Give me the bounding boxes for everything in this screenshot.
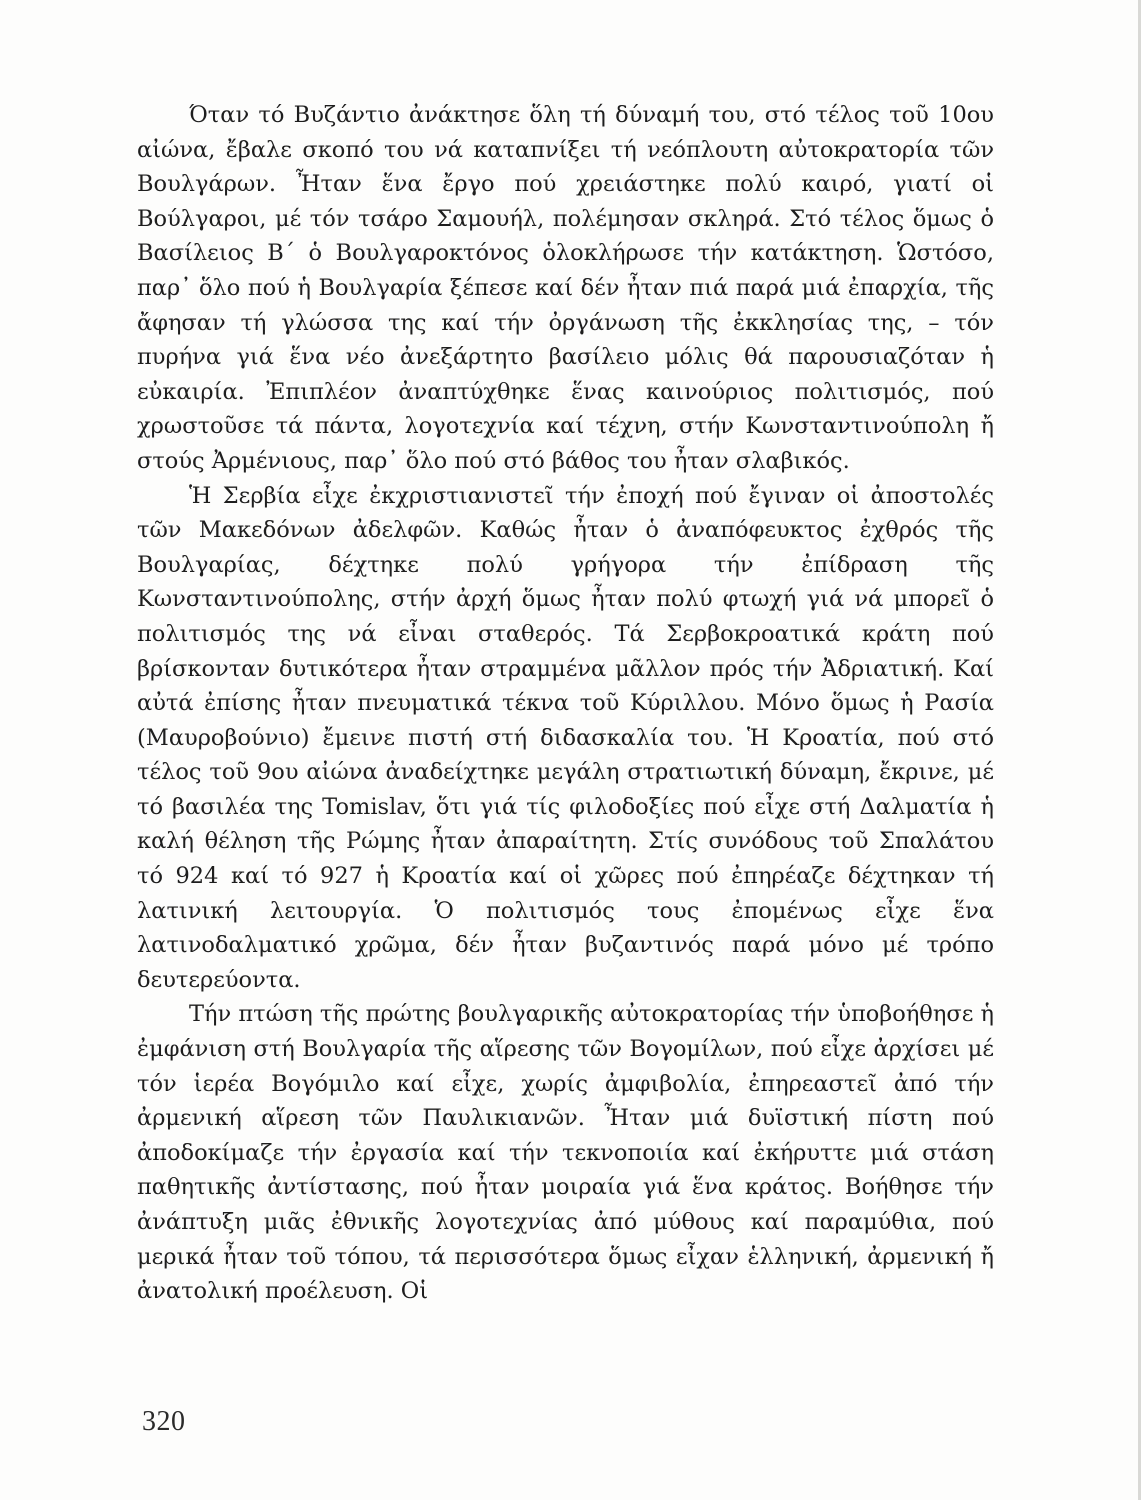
- page-number: 320: [142, 1406, 186, 1437]
- paragraph-serbia-croatia: Ἡ Σερβία εἶχε ἐκχριστιανιστεῖ τήν ἐποχή πού ἔγιναν οἱ ἀποστολές τῶν Μακεδόνων ἀδελφῶν. Καθώς ἦταν ὁ ἀναπόφευκτος ἐχθρός τῆς Βουλγαρίας, δέχτηκε πολύ γρήγορα τήν ἐπίδραση τῆς Κωνσταντινούπολης, στήν ἀρχή ὅμως ἦταν πολύ φτωχή γιά νά μπορεῖ ὁ πολιτισμός της νά εἶναι σταθερός. Τά Σερβοκροατικά κράτη πού βρίσκονταν δυτικότερα ἦταν στραμμένα μᾶλλον πρός τήν Ἀδριατική. Καί αὐτά ἐπίσης ἦταν πνευματικά τέκνα τοῦ Κύριλλου. Μόνο ὅμως ἡ Ρασία (Μαυροβούνιο) ἔμεινε πιστή στή διδασκαλία του. Ἡ Κροατία, πού στό τέλος τοῦ 9ου αἰώνα ἀναδείχτηκε μεγάλη στρατιωτική δύναμη, ἔκρινε, μέ τό βασιλέα της Tomislav, ὅτι γιά τίς φιλοδοξίες πού εἶχε στή Δαλματία ἡ καλή θέληση τῆς Ρώμης ἦταν ἀπαραίτητη. Στίς συνόδους τοῦ Σπαλάτου τό 924 καί τό 927 ἡ Κροατία καί οἱ χῶρες πού ἐπηρέαζε δέχτηκαν τή λατινική λειτουργία. Ὁ πολιτισμός τους ἐπομένως εἶχε ἕνα λατινοδαλματικό χρῶμα, δέν ἦταν βυζαντινός παρά μόνο μέ τρόπο δευτερεύοντα.: [137, 482, 994, 993]
- body-text: [137, 98, 994, 1309]
- paragraph-bogomils: Τήν πτώση τῆς πρώτης βουλγαρικῆς αὐτοκρατορίας τήν ὑποβοήθησε ἡ ἐμφάνιση στή Βουλγαρία τῆς αἵρεσης τῶν Βογομίλων, πού εἶχε ἀρχίσει μέ τόν ἱερέα Βογόμιλο καί εἶχε, χωρίς ἀμφιβολία, ἐπηρεαστεῖ ἀπό τήν ἀρμενική αἵρεση τῶν Παυλικιανῶν. Ἦταν μιά δυϊστική πίστη πού ἀποδοκίμαζε τήν ἐργασία καί τήν τεκνοποιία καί ἐκήρυττε μιά στάση παθητικῆς ἀντίστασης, πού ἦταν μοιραία γιά ἕνα κράτος. Βοήθησε τήν ἀνάπτυξη μιᾶς ἐθνικῆς λογοτεχνίας ἀπό μύθους καί παραμύθια, πού μερικά ἦταν τοῦ τόπου, τά περισσότερα ὅμως εἶχαν ἑλληνική, ἀρμενική ἤ ἀνατολική προέλευση. Οἱ: [137, 1001, 994, 1305]
- paragraph-byzantium-bulgaria: Όταν τό Βυζάντιο ἀνάκτησε ὅλη τή δύναμή του, στό τέλος τοῦ 10ου αἰώνα, ἔβαλε σκοπό του νά καταπνίξει τή νεόπλουτη αὐτοκρατορία τῶν Βουλγάρων. Ἦταν ἕνα ἔργο πού χρειάστηκε πολύ καιρό, γιατί οἱ Βούλγαροι, μέ τόν τσάρο Σαμουήλ, πολέμησαν σκληρά. Στό τέλος ὅμως ὁ Βασίλειος Β΄ ὁ Βουλγαροκτόνος ὁλοκλήρωσε τήν κατάκτηση. Ὡστόσο, παρ᾿ ὅλο πού ἡ Βουλγαρία ξέπεσε καί δέν ἦταν πιά παρά μιά ἐπαρχία, τῆς ἄφησαν τή γλώσσα της καί τήν ὀργάνωση τῆς ἐκκλησίας της, – τόν πυρήνα γιά ἕνα νέο ἀνεξάρτητο βασίλειο μόλις θά παρουσιαζόταν ἡ εὐκαιρία. Ἐπιπλέον ἀναπτύχθηκε ἕνας καινούριος πολιτισμός, πού χρωστοῦσε τά πάντα, λογοτεχνία καί τέχνη, στήν Κωνσταντινούπολη ἤ στούς Ἀρμένιους, παρ᾿ ὅλο πού στό βάθος του ἦταν σλαβικός.: [137, 102, 994, 474]
